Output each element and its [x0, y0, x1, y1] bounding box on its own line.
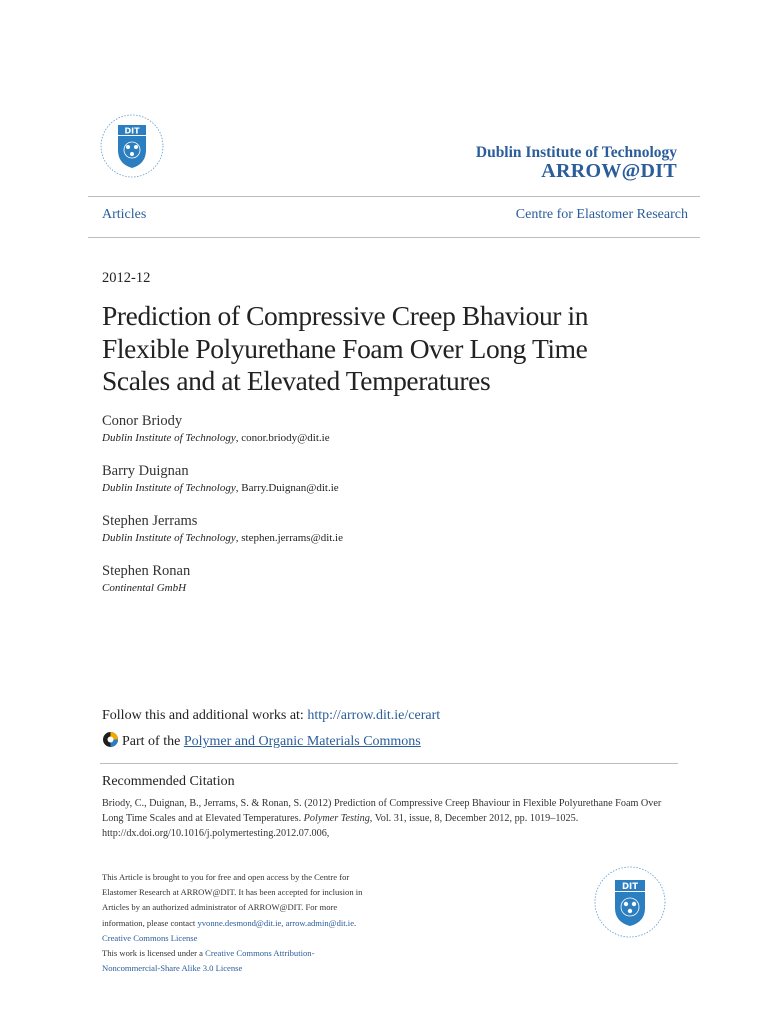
dit-logo-bottom [592, 864, 674, 946]
author-affiliation: Dublin Institute of Technology, conor.briody@dit.ie [102, 432, 330, 444]
author-name: Conor Briody [102, 413, 183, 429]
author-affiliation: Continental GmbH [102, 582, 187, 594]
institution-name[interactable]: Dublin Institute of Technology [475, 144, 677, 161]
recommended-citation-heading: Recommended Citation [102, 774, 235, 789]
citation-text: Briody, C., Duignan, B., Jerrams, S. & Ronan, S. (2012) Prediction of Compressive Creep Bhaviour in Flexible Polyurethane Foam Over Long Time Scales and at Elevated Temperatures. Polymer Testing, Vol. 31, issue, 8, December 2012, pp. 1019–1025. http://dx.doi.org/10.1016/j.polymertesting.2012.07.006, [102, 798, 662, 839]
dit-seal-icon [98, 112, 180, 180]
author-name: Stephen Jerrams [102, 513, 198, 529]
contact-email-links[interactable]: yvonne.desmond@dit.ie, arrow.admin@dit.ie [197, 917, 355, 928]
notice-line: This work is licensed under a Creative Commons Attribution- [102, 948, 315, 959]
author-affiliation: Dublin Institute of Technology, Barry.Duignan@dit.ie [102, 482, 339, 494]
repository-name[interactable]: ARROW@DIT [541, 160, 677, 182]
notice-line: Elastomer Research at ARROW@DIT. It has been accepted for inclusion in [102, 887, 363, 898]
author-block [102, 512, 343, 546]
svg-text:DIT: DIT [621, 882, 639, 892]
articles-link[interactable]: Articles [102, 207, 147, 222]
notice-line: Articles by an authorized administrator of ARROW@DIT. For more [102, 902, 338, 913]
author-name: Barry Duignan [102, 463, 189, 479]
author-block [102, 562, 190, 596]
header-divider [88, 196, 700, 197]
follow-line [102, 708, 440, 724]
access-notice [102, 870, 412, 976]
title-line: Prediction of Compressive Creep Bhaviour in [102, 300, 589, 331]
citation-divider [100, 763, 678, 764]
commons-network-icon [102, 731, 119, 753]
title-line: Flexible Polyurethane Foam Over Long Time [102, 332, 588, 364]
author-block [102, 412, 330, 446]
commons-link[interactable]: Polymer and Organic Materials Commons [183, 734, 421, 750]
paper-title [102, 300, 662, 398]
dit-seal-icon [592, 864, 674, 946]
journal-name: Polymer Testing [303, 813, 370, 824]
collection-url-link[interactable]: http://arrow.dit.ie/cerart [307, 708, 441, 723]
title-line: Scales and at Elevated Temperatures [102, 365, 491, 396]
author-email: , conor.briody@dit.ie [235, 432, 330, 444]
follow-prefix: Follow this and additional works at: [102, 708, 308, 723]
notice-line: information, please contact yvonne.desmond@dit.ie, arrow.admin@dit.ie. [102, 917, 357, 928]
author-name: Stephen Ronan [102, 563, 191, 579]
centre-link[interactable]: Centre for Elastomer Research [515, 207, 688, 222]
dit-logo-top [98, 112, 180, 180]
cc-license-name-link[interactable]: Noncommercial-Share Alike 3.0 License [102, 963, 243, 974]
cc-license-link[interactable]: Creative Commons License [102, 932, 198, 943]
svg-text:DIT: DIT [124, 126, 140, 136]
author-block [102, 462, 339, 496]
author-email: , Barry.Duignan@dit.ie [235, 482, 339, 494]
part-of-line [102, 731, 421, 753]
author-email: , stephen.jerrams@dit.ie [235, 532, 344, 544]
notice-line: This Article is brought to you for free and open access by the Centre for [102, 872, 350, 882]
publication-date: 2012-12 [102, 270, 151, 286]
author-affiliation: Dublin Institute of Technology, stephen.jerrams@dit.ie [102, 532, 344, 544]
cc-attribution-link[interactable]: Creative Commons Attribution- [205, 948, 315, 959]
nav-divider [88, 237, 700, 238]
part-of-prefix: Part of the [122, 734, 184, 750]
